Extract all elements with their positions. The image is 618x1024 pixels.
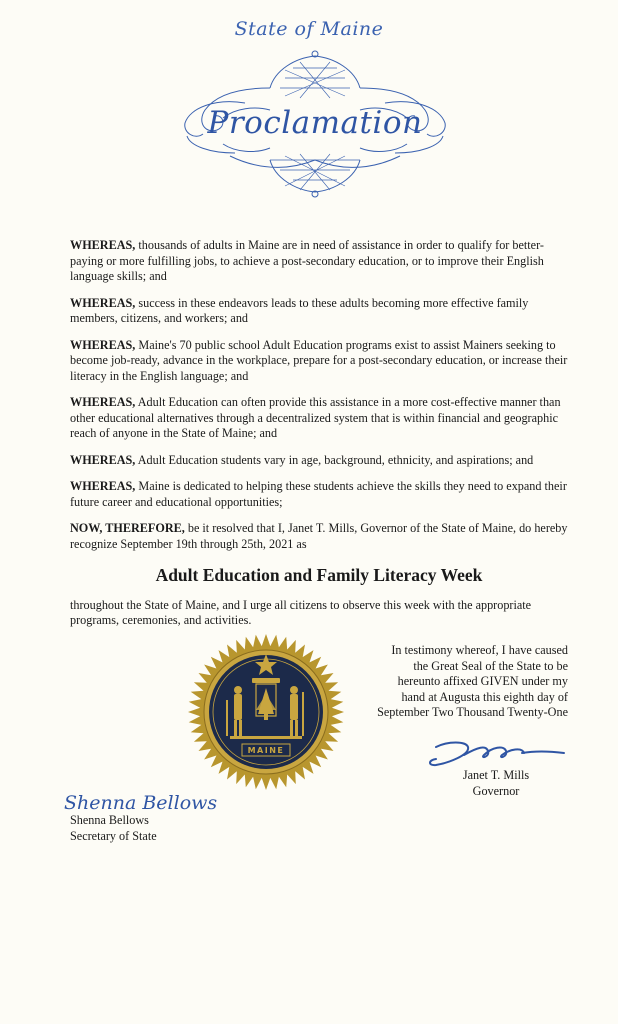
secretary-name: Shenna Bellows	[70, 813, 149, 827]
secretary-title: Secretary of State	[70, 828, 157, 843]
proclamation-body	[70, 238, 568, 640]
governor-name: Janet T. Mills	[462, 768, 530, 782]
proclamation-title: Proclamation	[207, 105, 423, 141]
whereas-paragraph-2: WHEREAS, success in these endeavors leads to these adults becoming more effective family members, citizens, and workers; and	[70, 295, 529, 325]
state-title: State of Maine	[234, 18, 384, 40]
seal-label: MAINE	[247, 746, 285, 755]
governor-block	[440, 768, 552, 799]
whereas-paragraph-5: WHEREAS, Adult Education students vary in age, background, ethnicity, and aspirations; and	[70, 452, 534, 467]
whereas-paragraph-6: WHEREAS, Maine is dedicated to helping these students achieve the skills they need to expand their future career and educational opportunities;	[70, 479, 567, 509]
testimony-line: the Great Seal of the State to be	[413, 658, 568, 673]
testimony-line: In testimony whereof, I have caused	[391, 643, 568, 657]
testimony-line: hereunto affixed GIVEN under my	[397, 674, 568, 688]
svg-text:Shenna Bellows: Shenna Bellows	[64, 792, 218, 814]
secretary-block	[70, 813, 270, 844]
week-title: Adult Education and Family Literacy Week	[155, 565, 483, 585]
testimony-line: September Two Thousand Twenty-One	[377, 705, 568, 719]
testimony-block	[352, 643, 568, 721]
governor-signature	[418, 733, 568, 773]
closing-paragraph: throughout the State of Maine, and I urge all citizens to observe this week with the appropriate programs, ceremonies, and activities.	[70, 597, 532, 627]
governor-title: Governor	[472, 783, 520, 798]
whereas-paragraph-4: WHEREAS, Adult Education can often provide this assistance in a more cost-effective manner than other educational alternatives through a decentralized system that is within financial and geographic reach of anyone in the State of Maine; and	[70, 395, 561, 440]
whereas-paragraph-3: WHEREAS, Maine's 70 public school Adult Education programs exist to assist Mainers seeking to become job-ready, advance in the workplace, prepare for a post-secondary education, or increase their literacy in the English language; and	[70, 337, 568, 383]
resolution-paragraph: NOW, THEREFORE, be it resolved that I, Janet T. Mills, Governor of the State of Maine, do hereby recognize September 19th through 25th, 2021 as	[70, 521, 568, 551]
great-seal-of-maine	[186, 632, 346, 792]
testimony-line: hand at Augusta this eighth day of	[401, 689, 568, 704]
whereas-paragraph-1: WHEREAS, thousands of adults in Maine are in need of assistance in order to qualify for better-paying or more fulfilling jobs, to achieve a post-secondary education, or to improve their English language skills; and	[70, 238, 544, 283]
